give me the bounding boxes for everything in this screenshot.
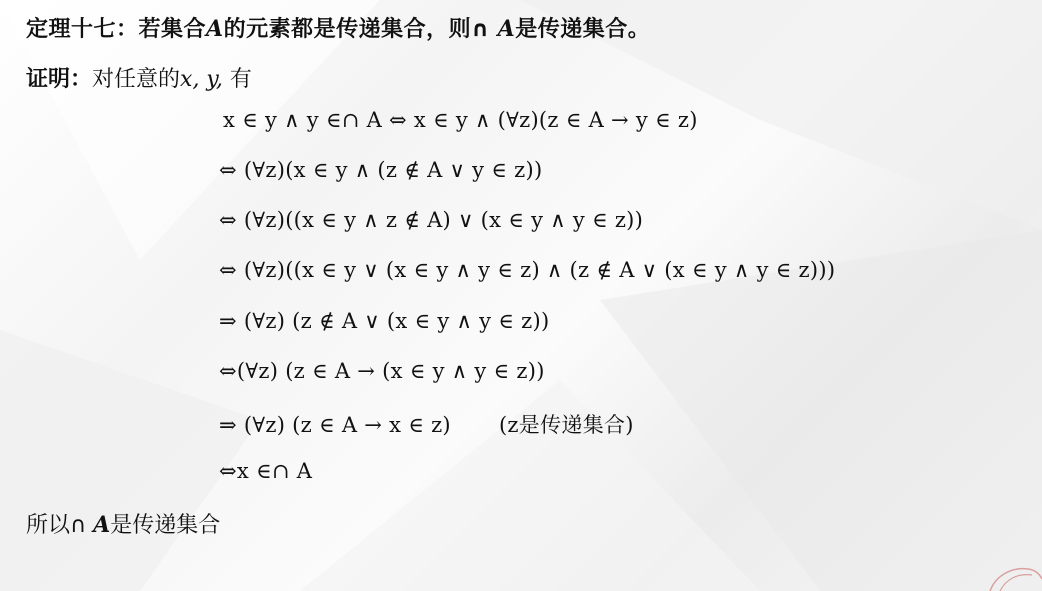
proof-vars: x, y,: [180, 67, 223, 92]
conclusion-prefix: 所以∩: [26, 513, 94, 538]
proof-line-7-formula: ⇒ (∀z) (z ∈ A → x ∈ z): [219, 413, 451, 437]
proof-text: 对任意的: [92, 67, 181, 92]
title-end: 是传递集合。: [515, 17, 651, 42]
title-prefix: 定理十七：若集合: [26, 17, 207, 42]
title-var-a2: A: [497, 16, 516, 42]
proof-line-3: ⇔ (∀z)((x ∈ y ∧ z ∉ A) ∨ (x ∈ y ∧ y ∈ z)): [219, 208, 644, 232]
proof-label: 证明：: [26, 67, 93, 92]
corner-decoration-icon: [982, 563, 1042, 591]
proof-line-2: ⇔ (∀z)(x ∈ y ∧ (z ∉ A ∨ y ∈ z)): [219, 158, 543, 182]
conclusion-var-a: A: [93, 512, 111, 538]
proof-line-1: x ∈ y ∧ y ∈∩ A ⇔ x ∈ y ∧ (∀z)(z ∈ A → y ∈ z): [223, 108, 698, 132]
title-suffix: 的元素都是传递集合，则∩: [223, 17, 498, 42]
title-var-a: A: [206, 16, 224, 42]
proof-line-8: ⇔x ∈∩ A: [219, 459, 313, 483]
proof-line-7: [219, 409, 634, 439]
proof-line-5: ⇒ (∀z) (z ∉ A ∨ (x ∈ y ∧ y ∈ z)): [219, 309, 550, 333]
proof-line-7-note: (z是传递集合): [498, 413, 634, 437]
proof-line-6: ⇔(∀z) (z ∈ A → (x ∈ y ∧ y ∈ z)): [219, 359, 545, 383]
conclusion: [26, 508, 220, 539]
conclusion-suffix: 是传递集合: [110, 513, 221, 538]
theorem-title: [26, 12, 650, 43]
proof-intro: [26, 62, 252, 93]
proof-line-4: ⇔ (∀z)((x ∈ y ∨ (x ∈ y ∧ y ∈ z) ∧ (z ∉ A ∨ (x ∈ y ∧ y ∈ z))): [219, 258, 836, 282]
proof-tail: 有: [222, 67, 252, 92]
